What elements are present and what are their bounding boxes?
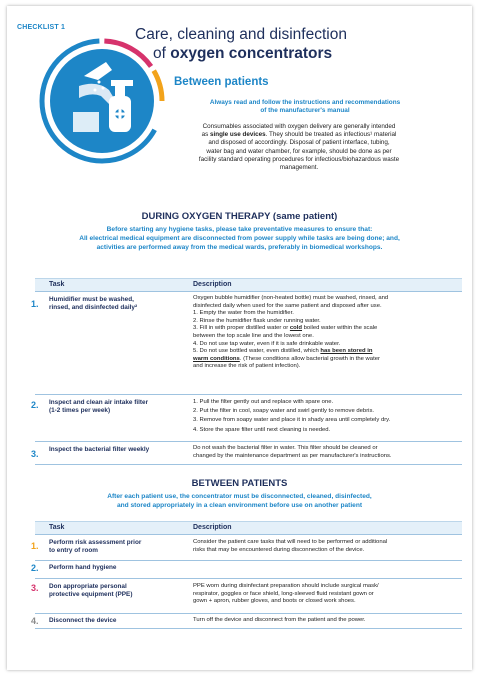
during-heading: DURING OXYGEN THERAPY (same patient) [141,211,338,222]
col-description: Description [193,281,232,288]
manual-note: Always read and follow the instructions and recommendations of the manufacturer's manual [209,99,401,114]
table-row: 2. Inspect and clean air intake filter (1-2 times per week) 1. Pull the filter gently out and replace with spare one. 2. Put the filter in cool, soapy water and swirl gently to remove debris. 3. Remove from soapy water and place it in shady area until completely dry. 4. Store the spare filter until next cleaning is needed. [35,394,462,437]
intro-paragraph: Consumables associated with oxygen delivery are generally intended as single use devices. They should be treated as infectious¹ material and disposed of accordingly. Disposal of patient interface, tubing, water bag and water chamber, for example, should be done as per facility standard operating procedures for infectious/biohazardous waste management. [198,123,400,172]
col-task: Task [49,524,65,531]
table-row: 4. Disconnect the device Turn off the device and disconnect from the patient and the power. [35,613,462,629]
checklist-label: CHECKLIST 1 [17,24,66,31]
page-title-line2: of oxygen concentrators [153,45,333,62]
table-row: 3. Inspect the bacterial filter weekly Do not wash the bacterial filter in water. This filter should be cleaned or changed by the maintenance department as per manufacturer's instructions. [35,441,462,465]
col-task: Task [49,281,65,288]
table-row: 3. Don appropriate personal protective equipment (PPE) PPE worn during disinfectant preparation should include surgical mask/ respirator, goggles or face shield, long-sleeved fluid resistant gown or gown + apron, rubber gloves, and boots or closed work shoes. [35,578,462,610]
spray-bottle-icon [39,38,165,164]
between-patients-heading: Between patients [174,76,269,88]
page-title-line1: Care, cleaning and disinfection [135,26,347,43]
between-subtitle: After each patient use, the concentrator must be disconnected, cleaned, disinfected, and stored appropriately in a clean environment before use on another patient [107,493,372,509]
table-row: 1. Humidifier must be washed, rinsed, and disinfected daily² Oxygen bubble humidifier (non-heated bottle) must be washed, rinsed, and disinfected daily when used for the same patient and disposed after use. 1. Empty the water from the humidifier. 2. Rinse the humidifier flask under running water. 3. Fill in with proper distilled water or cold boiled water within the scale between the top scale line and the lowest one. 4. Do not use tap water, even if it is safe drinkable water. 5. Do not use bottled water, even distilled, which has been stored in warm conditions. (These conditions allow bacterial growth in the water and increase the risk of patient infection). [35,291,462,390]
table-row: 1. Perform risk assessment prior to entry of room Consider the patient care tasks that will need to be performed or additional risks that may be encountered during disconnection of the device. [35,534,462,558]
between-heading: BETWEEN PATIENTS [191,478,288,489]
during-subtitle: Before starting any hygiene tasks, please take preventative measures to ensure that: All electrical medical equipment are disconnected from power supply while tasks are being done; and, activities are performed away from the medical wards, preferably in biomedical workshops. [79,226,400,251]
table-row: 2. Perform hand hygiene [35,560,462,575]
checklist-page [7,6,472,670]
between-table-header [35,521,462,534]
col-description: Description [193,524,232,531]
during-table-header [35,278,462,291]
